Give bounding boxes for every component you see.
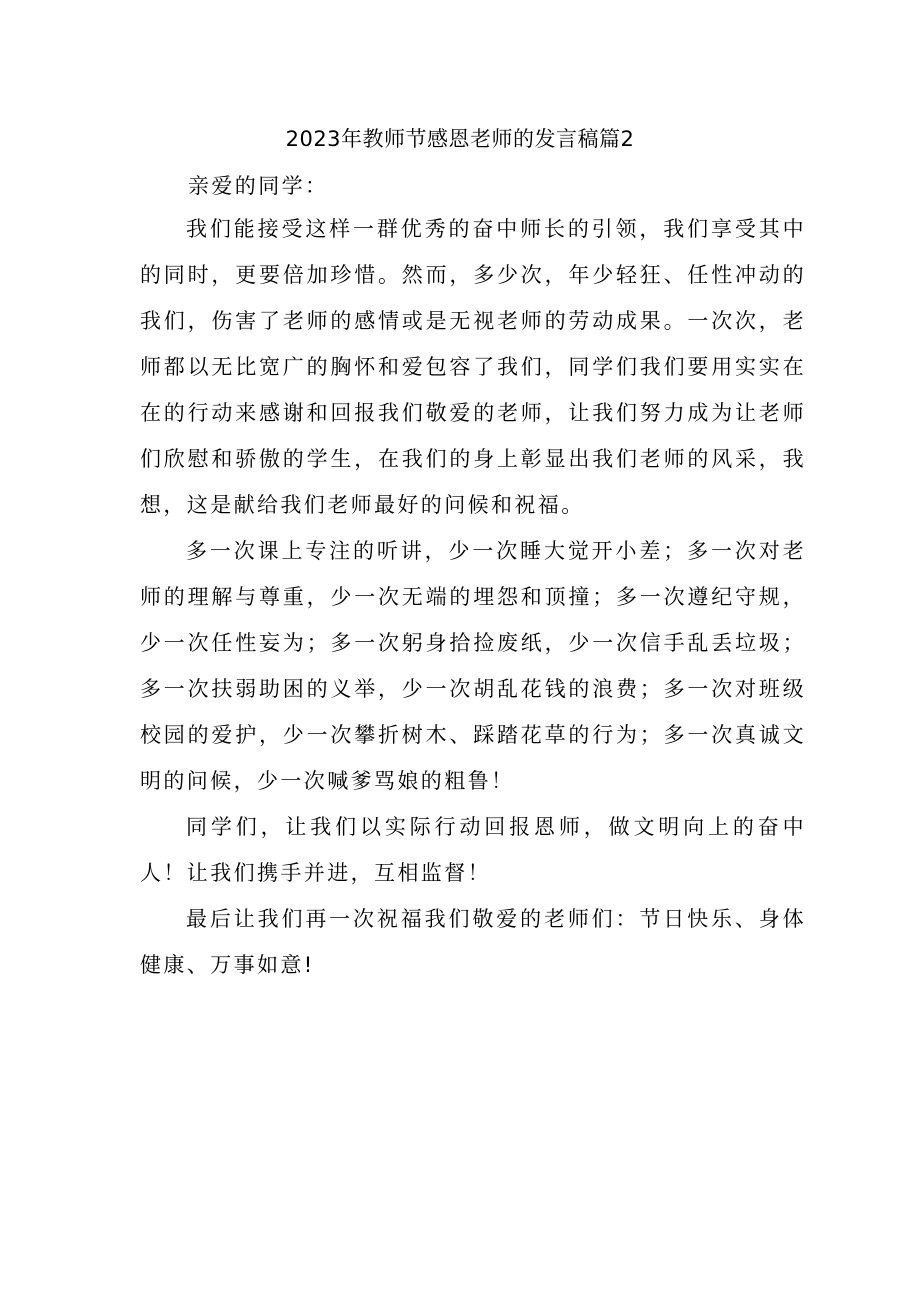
- document-title: 2023年教师节感恩老师的发言稿篇2: [285, 127, 635, 151]
- paragraph-1: 我们能接受这样一群优秀的奋中师长的引领，我们享受其中的同时，更要倍加珍惜。然而，多少次，年少轻狂、任性冲动的我们，伤害了老师的感情或是无视老师的劳动成果。一次次，老师都以无比宽广的胸怀和爱包容了我们，同学们我们要用实实在在的行动来感谢和回报我们敬爱的老师，让我们努力成为让老师们欣慰和骄傲的学生，在我们的身上彰显出我们老师的风采，我想，这是献给我们老师最好的问候和祝福。: [140, 217, 806, 517]
- paragraph-3: 同学们，让我们以实际行动回报恩师，做文明向上的奋中人！让我们携手并进，互相监督！: [140, 815, 806, 885]
- paragraph-2: 多一次课上专注的听讲，少一次睡大觉开小差；多一次对老师的理解与尊重，少一次无端的埋怨和顶撞；多一次遵纪守规，少一次任性妄为；多一次躬身拾捡废纸，少一次信手乱丢垃圾；多一次扶弱助困的义举，少一次胡乱花钱的浪费；多一次对班级校园的爱护，少一次攀折树木、踩踏花草的行为；多一次真诚文明的问候，少一次喊爹骂娘的粗鲁！: [140, 539, 806, 793]
- salutation: 亲爱的同学：: [188, 174, 329, 198]
- document-body: [140, 206, 806, 988]
- paragraph-4: 最后让我们再一次祝福我们敬爱的老师们：节日快乐、身体健康、万事如意!: [140, 907, 806, 977]
